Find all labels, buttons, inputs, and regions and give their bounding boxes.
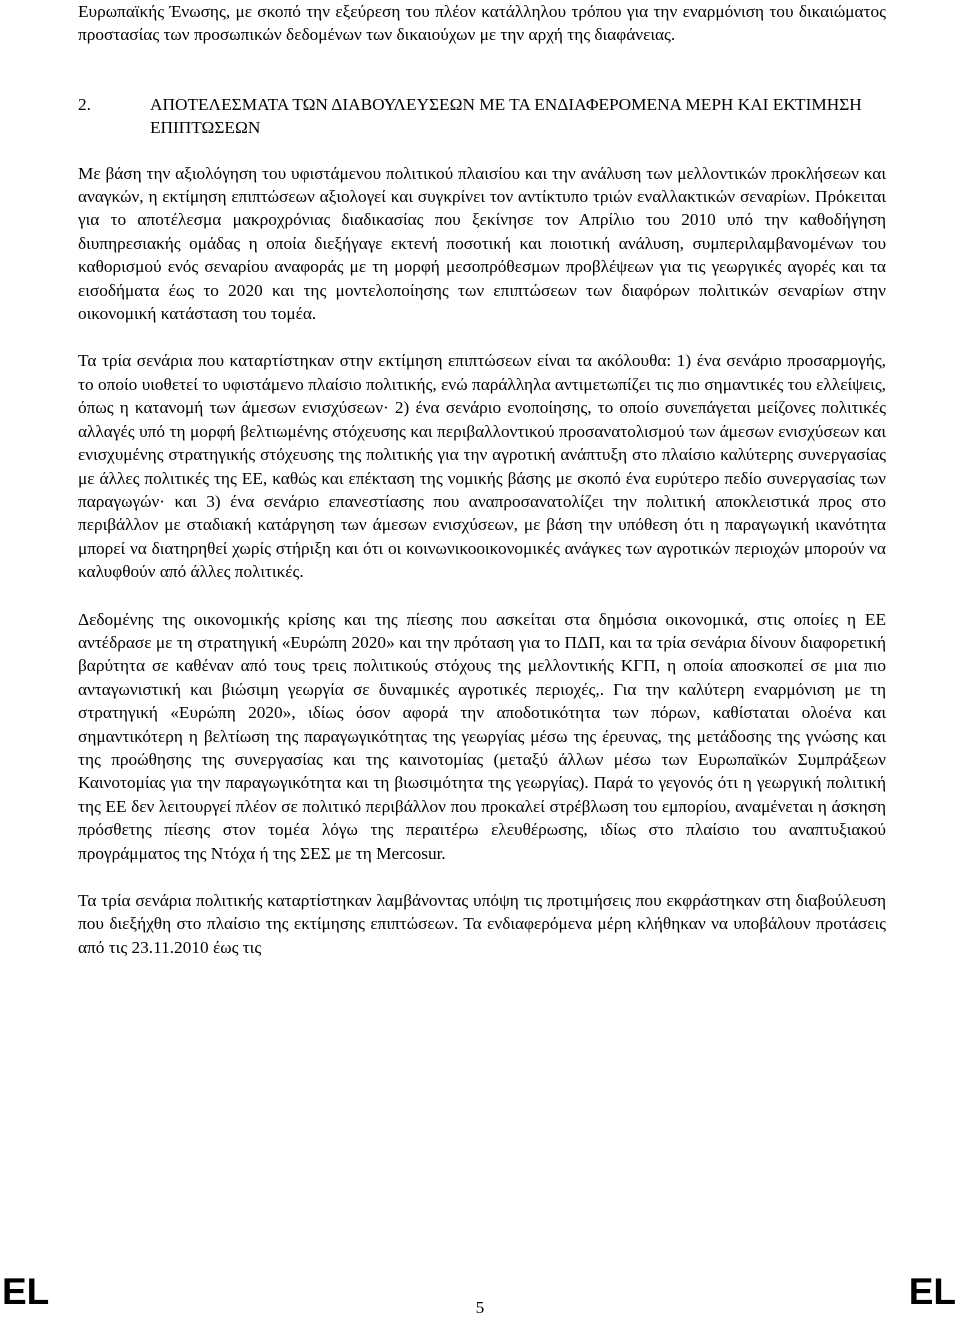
paragraph-1: Με βάση την αξιολόγηση του υφιστάμενου πολιτικού πλαισίου και την ανάλυση των μελλοντικών προκλήσεων και αναγκών, η εκτίμηση επιπτώσεων αξιολογεί και συγκρίνει τον αντίκτυπο τριών εναλλακτικών σεναρίων. Πρόκειται για το αποτέλεσμα μακροχρόνιας διαδικασίας που ξεκίνησε τον Απρίλιο του 2010 υπό την καθοδήγηση διυπηρεσιακής ομάδας η οποία διεξήγαγε εκτενή ποσοτική και ποιοτική ανάλυση, συμπεριλαμβανομένων του καθορισμού ενός σεναρίου αναφοράς με τη μορφή μεσοπρόθεσμων προβλέψεων για τις γεωργικές αγορές και τα εισοδήματα έως το 2020 και της μοντελοποίησης των επιπτώσεων των διαφόρων πολιτικών σεναρίων στην οικονομική κατάσταση του τομέα. [78, 163, 886, 324]
footer-language-left: EL [2, 1271, 50, 1312]
document-body [78, 0, 886, 959]
section-number: 2. [78, 94, 91, 114]
section-heading [78, 93, 886, 140]
paragraph-3: Δεδομένης της οικονομικής κρίσης και της πίεσης που ασκείται στα δημόσια οικονομικά, στις οποίες η ΕΕ αντέδρασε με τη στρατηγική «Ευρώπη 2020» και την πρόταση για το ΠΔΠ, και τα τρία σενάρια δίνουν διαφορετική βαρύτητα σε καθέναν από τους τρεις πολιτικούς στόχους της μελλοντικής ΚΓΠ, η οποία αποσκοπεί σε μια πιο ανταγωνιστική και βιώσιμη γεωργία σε δυναμικές αγροτικές περιοχές,. Για την καλύτερη εναρμόνιση με τη στρατηγική «Ευρώπη 2020», ιδίως όσον αφορά την αποδοτικότητα των πόρων, καθίσταται ολοένα και σημαντικότερη η βελτίωση της παραγωγικότητας της γεωργίας μέσω της έρευνας, της μετάδοσης της γνώσης και της προώθησης της συνεργασίας και της καινοτομίας (μεταξύ άλλων μέσω των Ευρωπαϊκών Συμπράξεων Καινοτομίας για την παραγωγικότητα και τη βιωσιμότητα της γεωργίας). Παρά το γεγονός ότι η γεωργική πολιτική της ΕΕ δεν λειτουργεί πλέον σε πολιτικό περιβάλλον που προκαλεί στρέβλωση του εμπορίου, αναμένεται η άσκηση πρόσθετης πίεσης στον τομέα λόγω της περαιτέρω ελευθέρωσης, ιδίως στο πλαίσιο του αναπτυξιακού προγράμματος της Ντόχα ή της ΣΕΣ με τη Mercosur. [78, 609, 886, 863]
intro-paragraph-tail: Ευρωπαϊκής Ένωσης, με σκοπό την εξεύρεση του πλέον κατάλληλου τρόπου για την εναρμόνιση του δικαιώματος προστασίας των προσωπικών δεδομένων των δικαιούχων με την αρχή της διαφάνειας. [78, 2, 886, 45]
footer-language-right: EL [908, 1271, 956, 1312]
paragraph-4: Τα τρία σενάρια πολιτικής καταρτίστηκαν λαμβάνοντας υπόψη τις προτιμήσεις που εκφράστηκαν στη διαβούλευση που διεξήχθη στο πλαίσιο της εκτίμησης επιπτώσεων. Τα ενδιαφερόμενα μέρη κλήθηκαν να υποβάλουν προτάσεις από τις 23.11.2010 έως τις [78, 891, 886, 957]
paragraph-2: Τα τρία σενάρια που καταρτίστηκαν στην εκτίμηση επιπτώσεων είναι τα ακόλουθα: 1) ένα σενάριο προσαρμογής, το οποίο υιοθετεί το υφιστάμενο πλαίσιο πολιτικής, ενώ παράλληλα αντιμετωπίζει τις πιο σημαντικές του ελλείψεις, όπως η κατανομή των άμεσων ενισχύσεων· 2) ένα σενάριο ενοποίησης, το οποίο συνεπάγεται μείζονες πολιτικές αλλαγές υπό τη μορφή βελτιωμένης στόχευσης και περιβαλλοντικού προσανατολισμού των άμεσων ενισχύσεων και ενισχυμένης στρατηγικής στόχευσης της πολιτικής για την αγροτική ανάπτυξη στο πλαίσιο καλύτερης συνεργασίας με άλλες πολιτικές της ΕΕ, καθώς και επέκταση της νομικής βάσης με σκοπό ένα ευρύτερο πεδίο συνεργασίας των παραγωγών· και 3) ένα σενάριο επανεστίασης που αναπροσανατολίζει την πολιτική αποκλειστικά προς στο περιβάλλον με σταδιακή κατάργηση των άμεσων ενισχύσεων, με βάση την υπόθεση ότι η παραγωγική ικανότητα μπορεί να διατηρηθεί χωρίς στήριξη και ότι οι κοινωνικοοικονομικές ανάγκες των αγροτικών περιοχών μπορούν να καλυφθούν από άλλες πολιτικές. [78, 351, 886, 582]
page-number: 5 [475, 1298, 485, 1317]
section-title: ΑΠΟΤΕΛΕΣΜΑΤΑ ΤΩΝ ΔΙΑΒΟΥΛΕΥΣΕΩΝ ΜΕ ΤΑ ΕΝΔΙΑΦΕΡΟΜΕΝΑ ΜΕΡΗ ΚΑΙ ΕΚΤΙΜΗΣΗ ΕΠΙΠΤΩΣΕΩΝ [150, 94, 862, 138]
